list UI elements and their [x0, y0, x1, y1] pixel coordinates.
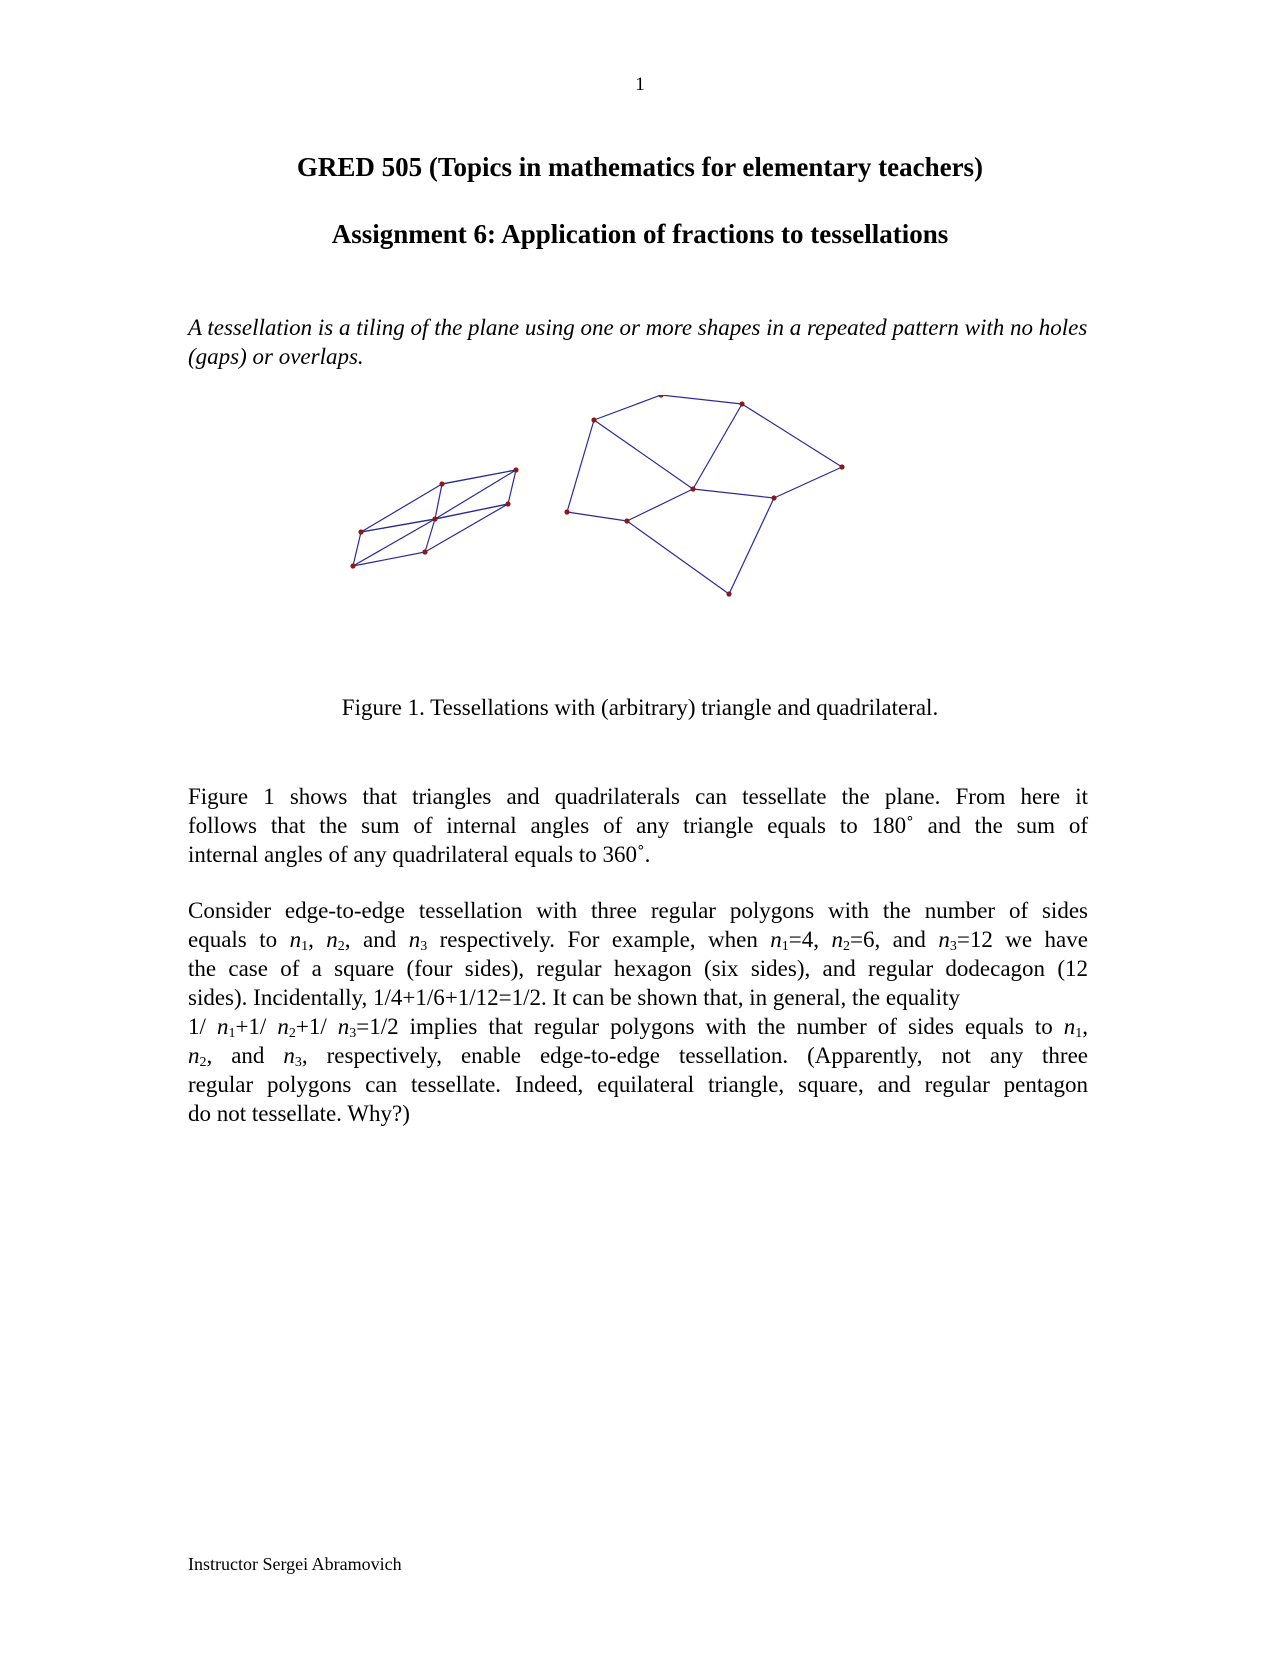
- tessellation-edge: [774, 467, 842, 498]
- tessellation-edge: [353, 532, 361, 566]
- paragraph-polygons: [188, 896, 1088, 1128]
- tessellation-vertex: [624, 518, 629, 523]
- tessellation-edge: [567, 420, 594, 512]
- tessellation-vertex: [564, 509, 569, 514]
- tessellation-edge: [693, 404, 742, 489]
- tessellation-vertex: [439, 481, 444, 486]
- tessellation-vertex: [658, 395, 663, 398]
- tessellation-edge: [567, 512, 627, 521]
- figure-caption: Figure 1. Tessellations with (arbitrary) triangle and quadrilateral.: [341, 695, 939, 720]
- assignment-title: Assignment 6: Application of fractions to tessellations: [331, 219, 949, 249]
- paragraph-line: 1/ $n_1+1/$ $n_2+1/$ $n_3=1/2$ implies that regular polygons with the number of sides equals to $n_1$,: [188, 1014, 1089, 1041]
- tessellation-edge: [508, 470, 516, 504]
- paragraph-line: internal angles of any quadrilateral equals to 360˚.: [188, 842, 651, 867]
- paragraph-line: do not tessellate. Why?): [188, 1101, 410, 1126]
- tessellation-edge: [661, 395, 742, 404]
- paragraph-line: Consider edge-to-edge tessellation with three regular polygons with the number of sides: [188, 898, 1088, 923]
- tessellation-diagram: [340, 395, 860, 635]
- course-title: GRED 505 (Topics in mathematics for elementary teachers): [296, 152, 984, 182]
- tessellation-vertex: [432, 516, 437, 521]
- tessellation-edge: [435, 504, 508, 519]
- paragraph-line: the case of a square (four sides), regular hexagon (six sides), and regular dodecagon (12: [188, 956, 1088, 981]
- tessellation-edge: [594, 395, 661, 420]
- paragraph-line: follows that the sum of internal angles of any triangle equals to 180˚ and the sum of: [188, 813, 1088, 838]
- paragraph-line: regular polygons can tessellate. Indeed, equilateral triangle, square, and regular pentagon: [188, 1072, 1088, 1097]
- tessellation-vertex: [358, 529, 363, 534]
- tessellation-vertex: [690, 486, 695, 491]
- tessellation-edge: [353, 552, 425, 566]
- tessellation-vertex: [726, 591, 731, 596]
- tessellation-edge: [594, 420, 693, 489]
- tessellation-vertex: [513, 467, 518, 472]
- tessellation-edge: [627, 521, 729, 594]
- paragraph-line: $n_2$, and $n_3$, respectively, enable edge-to-edge tessellation. (Apparently, not any three: [188, 1043, 1088, 1070]
- tessellation-edge: [627, 489, 693, 521]
- paragraph-angles: [188, 782, 1088, 869]
- tessellation-edge: [693, 489, 774, 498]
- tessellation-edge: [425, 504, 508, 552]
- paragraph-line: sides). Incidentally, 1/4+1/6+1/12=1/2. It can be shown that, in general, the equality: [188, 985, 960, 1010]
- paragraph-line: Figure 1 shows that triangles and quadrilaterals can tessellate the plane. From here it: [188, 784, 1088, 809]
- tessellation-vertex: [591, 417, 596, 422]
- tessellation-figure: [340, 395, 860, 635]
- tessellation-vertex: [505, 501, 510, 506]
- tessellation-vertex: [771, 495, 776, 500]
- footer-instructor: Instructor Sergei Abramovich: [188, 1554, 402, 1574]
- definition-text: A tessellation is a tiling of the plane using one or more shapes in a repeated pattern with no holes (gaps) or overlaps.: [188, 315, 1088, 369]
- tessellation-vertex: [739, 401, 744, 406]
- tessellation-edge: [742, 404, 842, 467]
- page-number: 1: [635, 74, 645, 95]
- tessellation-vertex: [839, 464, 844, 469]
- tessellation-edge: [729, 498, 774, 594]
- tessellation-edge: [435, 484, 442, 519]
- paragraph-line: equals to $n_1$, $n_2$, and $n_3$ respectively. For example, when $n_1=4$, $n_2=6$, and $n_3=12$ we have: [188, 927, 1088, 954]
- tessellation-vertex: [350, 563, 355, 568]
- tessellation-vertex: [422, 549, 427, 554]
